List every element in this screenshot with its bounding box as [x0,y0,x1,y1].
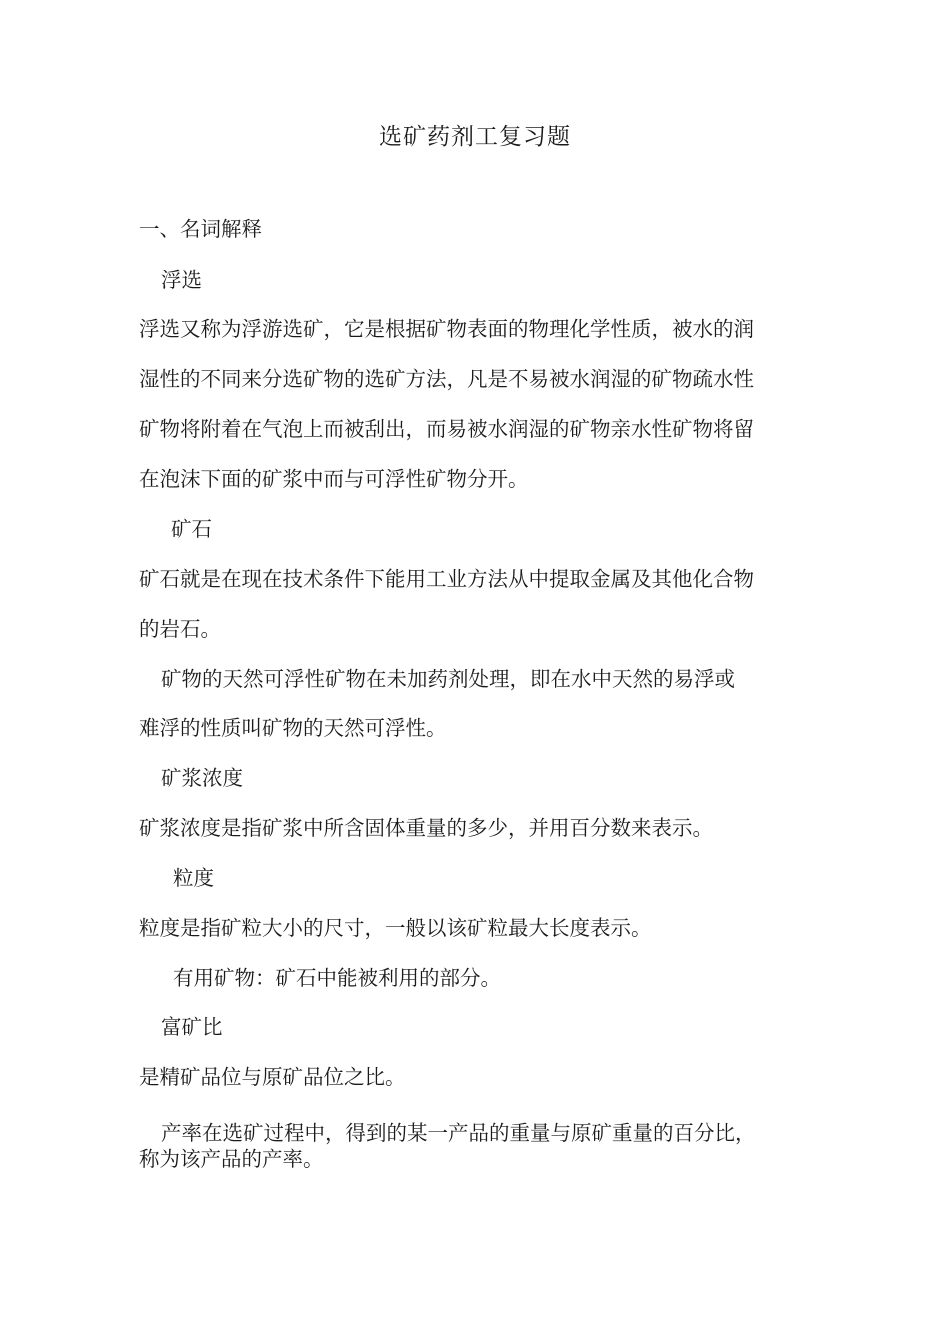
definition-line: 浮选又称为浮游选矿，它是根据矿物表面的物理化学性质，被水的润 [139,317,754,341]
paragraph-line: 有用矿物：矿石中能被利用的部分。 [173,966,501,990]
term-flotation: 浮选 [161,268,202,292]
paragraph-line: 矿物的天然可浮性矿物在未加药剂处理，即在水中天然的易浮或 [161,667,735,691]
definition-line: 矿浆浓度是指矿浆中所含固体重量的多少，并用百分数来表示。 [139,816,713,840]
definition-line: 的岩石。 [139,617,221,641]
definition-line: 是精矿品位与原矿品位之比。 [139,1065,406,1089]
definition-line: 矿石就是在现在技术条件下能用工业方法从中提取金属及其他化合物 [139,567,754,591]
term-ore: 矿石 [171,517,212,541]
definition-line: 在泡沫下面的矿浆中而与可浮性矿物分开。 [139,467,529,491]
section-heading: 一、名词解释 [139,217,262,241]
paragraph-line: 称为该产品的产率。 [139,1147,324,1171]
document-title: 选矿药剂工复习题 [379,124,571,150]
paragraph-line: 产率在选矿过程中，得到的某一产品的重量与原矿重量的百分比， [161,1121,756,1145]
definition-line: 粒度是指矿粒大小的尺寸，一般以该矿粒最大长度表示。 [139,916,652,940]
definition-line: 矿物将附着在气泡上而被刮出，而易被水润湿的矿物亲水性矿物将留 [139,417,754,441]
term-enrichment-ratio: 富矿比 [161,1015,223,1039]
term-particle-size: 粒度 [173,866,214,890]
term-pulp-density: 矿浆浓度 [161,766,243,790]
definition-line: 湿性的不同来分选矿物的选矿方法，凡是不易被水润湿的矿物疏水性 [139,367,754,391]
paragraph-line: 难浮的性质叫矿物的天然可浮性。 [139,716,447,740]
